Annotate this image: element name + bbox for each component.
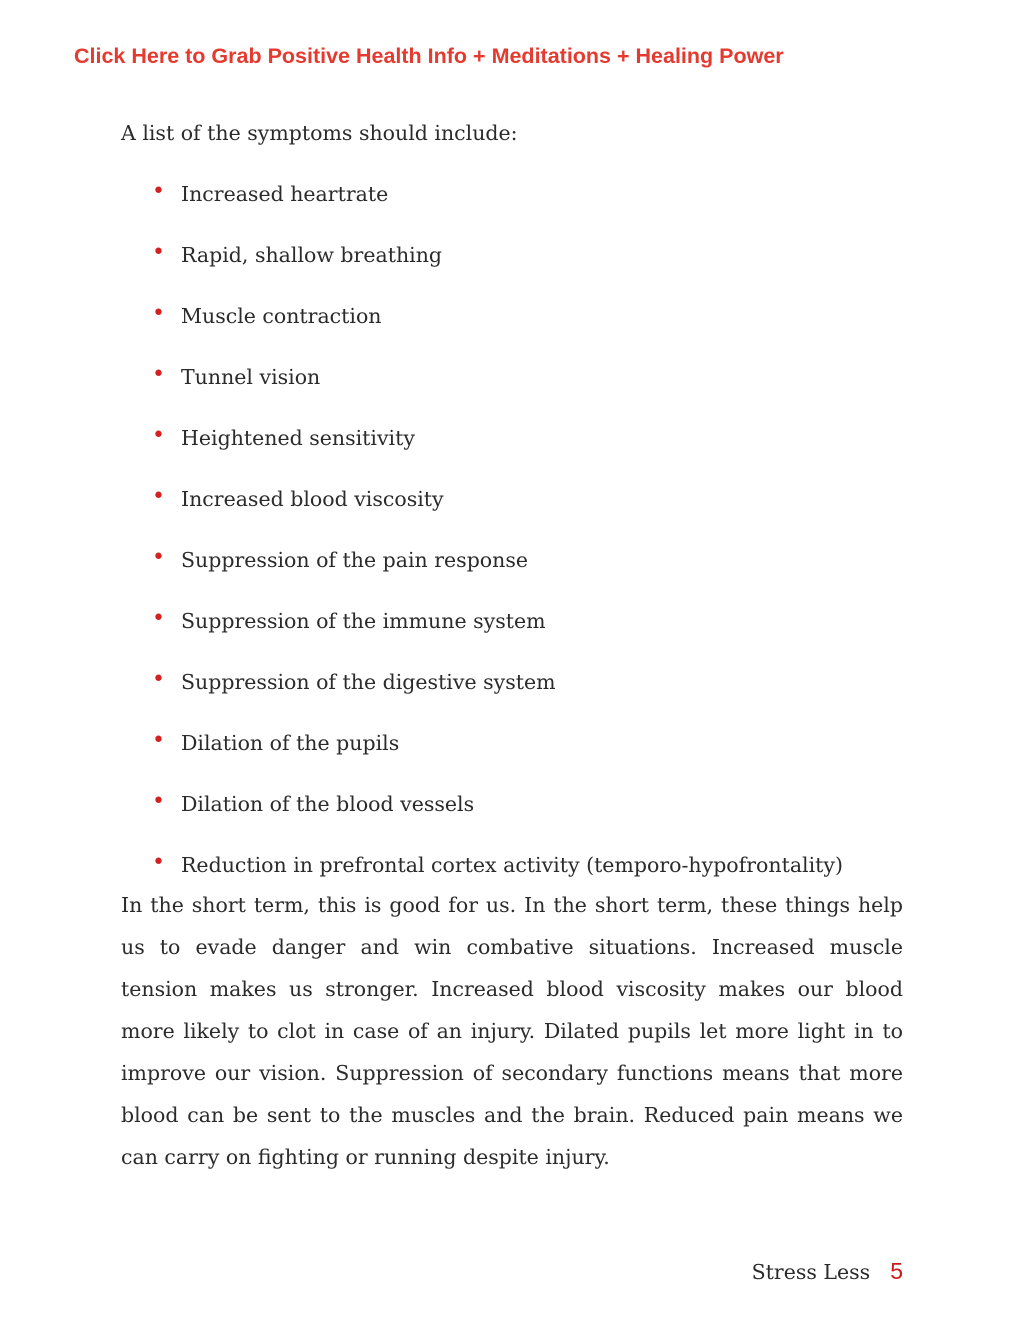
- bullet-icon: •: [152, 606, 165, 631]
- list-item: [121, 846, 903, 907]
- list-item: [121, 785, 903, 846]
- list-item-text: Dilation of the pupils: [181, 731, 400, 755]
- list-item: [121, 602, 903, 663]
- page-number: 5: [890, 1258, 903, 1284]
- bullet-icon: •: [152, 667, 165, 692]
- list-item: [121, 419, 903, 480]
- bullet-icon: •: [152, 179, 165, 204]
- bullet-icon: •: [152, 789, 165, 814]
- list-item-text: Reduction in prefrontal cortex activity (temporo-hypofrontality): [181, 853, 843, 877]
- list-item: [121, 236, 903, 297]
- bullet-icon: •: [152, 484, 165, 509]
- bullet-icon: •: [152, 301, 165, 326]
- list-item-text: Suppression of the pain response: [181, 548, 529, 572]
- list-item: [121, 480, 903, 541]
- book-title: Stress Less: [751, 1260, 871, 1284]
- bullet-icon: •: [152, 240, 165, 265]
- symptom-list: [121, 175, 903, 907]
- list-item-text: Rapid, shallow breathing: [181, 243, 443, 267]
- list-item-text: Dilation of the blood vessels: [181, 792, 475, 816]
- bullet-icon: •: [152, 545, 165, 570]
- page-content: [121, 114, 903, 1178]
- list-item-text: Suppression of the digestive system: [181, 670, 556, 694]
- list-item: [121, 175, 903, 236]
- list-item-text: Tunnel vision: [181, 365, 321, 389]
- bullet-icon: •: [152, 423, 165, 448]
- bullet-icon: •: [152, 362, 165, 387]
- body-paragraph: In the short term, this is good for us. In the short term, these things help us to evade danger and win combative situations. Increased muscle tension makes us stronger. Increased blood viscosity makes our blood more likely to clot in case of an injury. Dilated pupils let more light in to improve our vision. Suppression of secondary functions means that more blood can be sent to the muscles and the brain. Reduced pain means we can carry on fighting or running despite injury.: [121, 893, 903, 1169]
- list-intro: A list of the symptoms should include:: [121, 121, 518, 145]
- list-item: [121, 358, 903, 419]
- list-item-text: Increased heartrate: [181, 182, 389, 206]
- list-item: [121, 297, 903, 358]
- bullet-icon: •: [152, 850, 165, 875]
- promo-link[interactable]: Click Here to Grab Positive Health Info + Meditations + Healing Power: [74, 44, 784, 68]
- list-item: [121, 724, 903, 785]
- list-item: [121, 541, 903, 602]
- list-item: [121, 663, 903, 724]
- list-item-text: Increased blood viscosity: [181, 487, 444, 511]
- bullet-icon: •: [152, 728, 165, 753]
- list-item-text: Heightened sensitivity: [181, 426, 415, 450]
- page-footer: [752, 1258, 903, 1285]
- list-item-text: Muscle contraction: [181, 304, 382, 328]
- list-item-text: Suppression of the immune system: [181, 609, 546, 633]
